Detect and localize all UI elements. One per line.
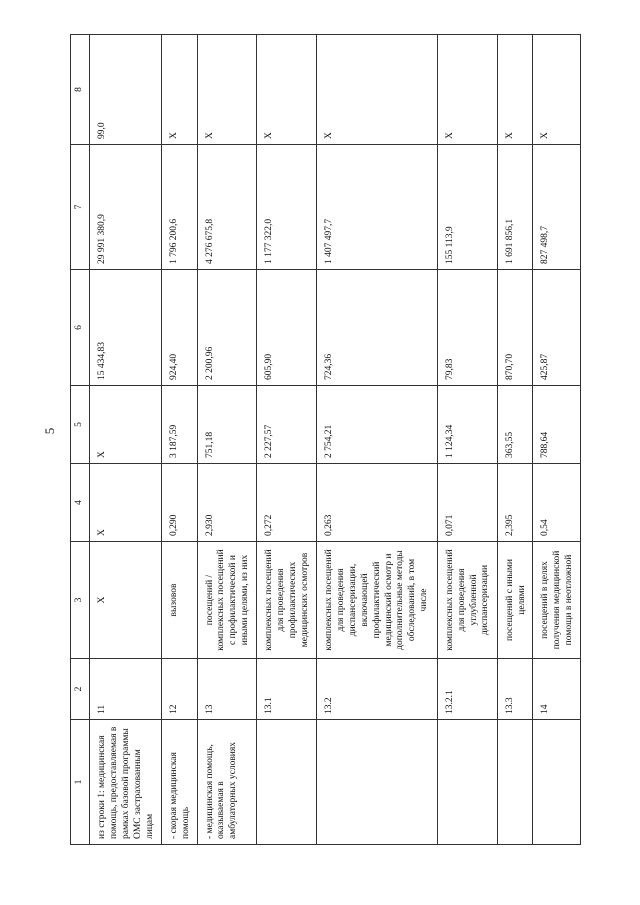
table-cell: 13.3 bbox=[497, 659, 533, 720]
table-cell: 15 434,83 bbox=[90, 270, 162, 386]
table-cell: 724,36 bbox=[317, 270, 438, 386]
table-cell: - скорая медицинская помощь bbox=[162, 720, 198, 845]
table-cell: 99,0 bbox=[90, 35, 162, 145]
table-header-cell: 6 bbox=[71, 270, 90, 386]
table-row bbox=[90, 35, 162, 845]
table-cell: посещений с иными целями bbox=[497, 542, 533, 659]
table-cell bbox=[257, 720, 317, 845]
table-cell: вызовов bbox=[162, 542, 198, 659]
table-cell: 1 177 322,0 bbox=[257, 145, 317, 270]
table-cell: комплексных посещений для проведения профилактических медицинских осмотров bbox=[257, 542, 317, 659]
table-cell: X bbox=[162, 35, 198, 145]
table-cell: 2 200,96 bbox=[197, 270, 257, 386]
table-cell: 425,87 bbox=[533, 270, 581, 386]
table-cell: 0,272 bbox=[257, 464, 317, 542]
table-cell: 605,90 bbox=[257, 270, 317, 386]
table-cell: X bbox=[533, 35, 581, 145]
table-cell: 12 bbox=[162, 659, 198, 720]
table-row bbox=[197, 35, 257, 845]
table-cell bbox=[437, 720, 497, 845]
table-cell: 924,40 bbox=[162, 270, 198, 386]
table-row bbox=[162, 35, 198, 845]
table-cell: 13.1 bbox=[257, 659, 317, 720]
table-header-cell: 7 bbox=[71, 145, 90, 270]
table-cell: 155 113,9 bbox=[437, 145, 497, 270]
table-cell: 0,54 bbox=[533, 464, 581, 542]
table-cell: 3 187,59 bbox=[162, 386, 198, 464]
table-cell: 11 bbox=[90, 659, 162, 720]
table-cell: 2 754,21 bbox=[317, 386, 438, 464]
table-cell: 827 498,7 bbox=[533, 145, 581, 270]
table-cell: X bbox=[197, 35, 257, 145]
page-number: 5 bbox=[42, 427, 57, 435]
table-header-cell: 2 bbox=[71, 659, 90, 720]
table-cell: 751,18 bbox=[197, 386, 257, 464]
table-cell: 788,64 bbox=[533, 386, 581, 464]
table-cell: 1 124,34 bbox=[437, 386, 497, 464]
table-cell: 29 991 380,9 bbox=[90, 145, 162, 270]
table-header-cell: 8 bbox=[71, 35, 90, 145]
table-row bbox=[317, 35, 438, 845]
table-cell: X bbox=[90, 386, 162, 464]
table-cell: 870,70 bbox=[497, 270, 533, 386]
table-header-cell: 5 bbox=[71, 386, 90, 464]
table-row bbox=[533, 35, 581, 845]
table-cell: 2 227,57 bbox=[257, 386, 317, 464]
table-cell: 13 bbox=[197, 659, 257, 720]
table-cell: X bbox=[257, 35, 317, 145]
table-container bbox=[70, 35, 581, 845]
table-cell: 79,83 bbox=[437, 270, 497, 386]
table-cell: посещений в целях получения медицинской помощи в неотложной bbox=[533, 542, 581, 659]
table-cell: из строки 1: медицинская помощь, предоставляемая в рамках базовой программы ОМС застрахованным лицам bbox=[90, 720, 162, 845]
table-cell: комплексных посещений для проведения диспансеризации, включающей профилактический медицинский осмотр и дополнительные методы обследований, в том числе bbox=[317, 542, 438, 659]
table-cell bbox=[317, 720, 438, 845]
table-header-cell: 3 bbox=[71, 542, 90, 659]
table-header-cell: 1 bbox=[71, 720, 90, 845]
table-row bbox=[257, 35, 317, 845]
table-cell: 2,930 bbox=[197, 464, 257, 542]
table-cell bbox=[533, 720, 581, 845]
table-header-cell: 4 bbox=[71, 464, 90, 542]
table-cell: X bbox=[497, 35, 533, 145]
table-cell: - медицинская помощь, оказываемая в амбулаторных условиях bbox=[197, 720, 257, 845]
table-cell: 0,071 bbox=[437, 464, 497, 542]
table-cell: 1 691 856,1 bbox=[497, 145, 533, 270]
table-cell: 363,55 bbox=[497, 386, 533, 464]
data-table bbox=[70, 34, 581, 845]
table-cell: X bbox=[90, 464, 162, 542]
table-cell: 2,395 bbox=[497, 464, 533, 542]
table-cell: 4 276 675,8 bbox=[197, 145, 257, 270]
table-cell: 14 bbox=[533, 659, 581, 720]
table-cell: посещений / комплексных посещений с профилактической и иными целями, из них bbox=[197, 542, 257, 659]
table-cell bbox=[497, 720, 533, 845]
table-cell: X bbox=[437, 35, 497, 145]
table-header-row bbox=[71, 35, 90, 845]
table-row bbox=[497, 35, 533, 845]
table-cell: X bbox=[317, 35, 438, 145]
table-cell: X bbox=[90, 542, 162, 659]
table-cell: 1 796 200,6 bbox=[162, 145, 198, 270]
table-row bbox=[437, 35, 497, 845]
table-cell: 13.2 bbox=[317, 659, 438, 720]
table-cell: 1 407 497,7 bbox=[317, 145, 438, 270]
table-cell: 0,290 bbox=[162, 464, 198, 542]
table-cell: комплексных посещений для проведения углубленной диспансеризации bbox=[437, 542, 497, 659]
table-cell: 13.2.1 bbox=[437, 659, 497, 720]
table-cell: 0,263 bbox=[317, 464, 438, 542]
